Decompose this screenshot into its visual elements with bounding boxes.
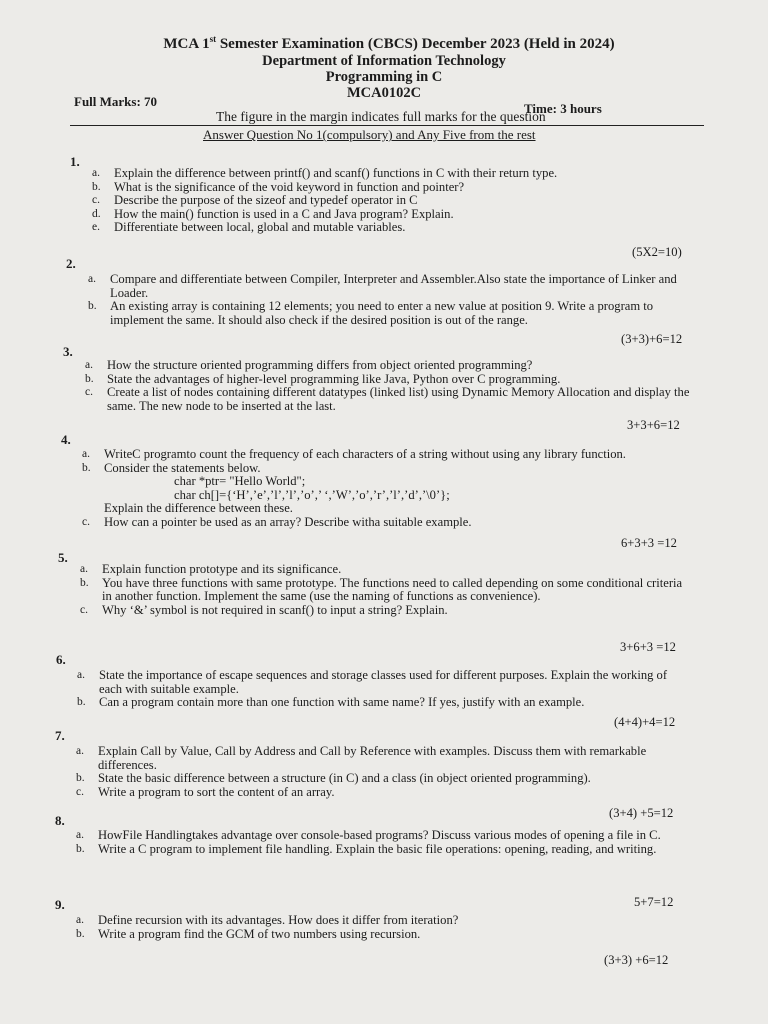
exam-header: [0, 34, 768, 101]
question-number: 5.: [58, 550, 68, 565]
sub-question-letter: a.: [76, 914, 84, 926]
question-8-parts: [76, 829, 676, 856]
sub-question-letter: a.: [80, 563, 88, 575]
sub-question-letter: a.: [82, 448, 90, 460]
sub-question: [77, 696, 671, 710]
question-number: 6.: [56, 652, 66, 667]
sub-question-text: How the main() function is used in a C and Java program? Explain.: [114, 206, 454, 221]
sub-question: [80, 577, 690, 604]
sub-question-letter: b.: [88, 300, 97, 313]
sub-question-text: An existing array is containing 12 elements; you need to enter a new value at position 9. Write a program to implement the same. It should also check if the desired position is out of the range.: [110, 299, 654, 327]
sub-question-letter: b.: [77, 696, 86, 709]
sub-question: [82, 448, 688, 462]
sub-question-text: Why ‘&’ symbol is not required in scanf() to input a string? Explain.: [102, 602, 448, 617]
sub-question: [85, 373, 690, 387]
sub-question-letter: a.: [85, 359, 93, 371]
sub-question: [80, 563, 690, 577]
question-marks: (4+4)+4=12: [614, 715, 676, 729]
sub-question: [88, 273, 684, 300]
sub-question: [82, 516, 688, 530]
sub-question-text: Write a program find the GCM of two numbers using recursion.: [98, 926, 421, 941]
sub-question-letter: b.: [76, 927, 85, 940]
sub-question-text: State the basic difference between a structure (in C) and a class (in object oriented programming).: [98, 771, 591, 786]
department: Department of Information Technology: [262, 53, 506, 69]
question-5-parts: [80, 563, 690, 617]
question-4-parts: [82, 448, 688, 530]
sub-question: [76, 914, 636, 928]
sub-question: [92, 221, 612, 235]
sub-question-letter: a.: [76, 829, 84, 841]
sub-question-letter: c.: [82, 515, 90, 528]
code-snippet: [82, 475, 688, 502]
sub-question-letter: b.: [76, 842, 85, 855]
question-number: 2.: [66, 256, 76, 271]
sub-question-letter: c.: [76, 785, 84, 798]
sub-question-text: Write a C program to implement file handling. Explain the basic file operations: opening, reading, and writing.: [98, 841, 657, 856]
exam-title-superscript: st: [209, 34, 217, 44]
sub-question-text: Consider the statements below.: [104, 460, 261, 475]
header-divider: [70, 125, 704, 126]
question-marks: 6+3+3 =12: [621, 536, 677, 550]
sub-question-text: Explain the difference between these.: [104, 501, 293, 516]
sub-question-letter: c.: [92, 194, 100, 207]
sub-question: [85, 386, 690, 413]
sub-question-letter: c.: [80, 603, 88, 616]
sub-question-letter: c.: [85, 386, 93, 399]
sub-question-letter: b.: [76, 772, 85, 785]
question-6-parts: [77, 669, 671, 710]
sub-question-text: You have three functions with same prototype. The functions need to called depending on some conditional criteria in another function. Implement the same (use the naming of functions as convenience).: [102, 575, 683, 604]
sub-question: [77, 669, 671, 696]
figure-note: The figure in the margin indicates full marks for the question: [216, 109, 546, 124]
question-2-parts: [88, 273, 684, 327]
question-marks: (3+3) +6=12: [604, 953, 669, 967]
sub-question: [92, 208, 612, 222]
sub-question: [76, 829, 676, 843]
question-7-parts: [76, 745, 676, 799]
subject: Programming in C: [325, 69, 443, 85]
sub-question-letter: b.: [92, 180, 101, 193]
sub-question: [76, 745, 676, 772]
sub-question: [92, 167, 612, 181]
sub-question-text: Write a program to sort the content of an array.: [98, 784, 335, 799]
question-marks: (5X2=10): [632, 245, 682, 259]
sub-question-letter: a.: [88, 273, 96, 285]
time-limit: Time: 3 hours: [524, 101, 602, 116]
sub-question-text: Compare and differentiate between Compiler, Interpreter and Assembler.Also state the importance of Linker and Loader.: [110, 272, 677, 300]
question-marks: (3+4) +5=12: [609, 806, 674, 820]
course-code: MCA0102C: [346, 85, 422, 101]
question-number: 1.: [70, 154, 80, 169]
question-number: 8.: [55, 813, 65, 828]
question-marks: 3+6+3 =12: [620, 640, 676, 654]
full-marks: Full Marks: 70: [74, 94, 158, 109]
sub-question-letter: d.: [92, 207, 101, 220]
sub-question-text: State the importance of escape sequences and storage classes used for different purposes. Explain the working of each with suitable example.: [99, 668, 668, 696]
code-line: char ch[]={‘H’,’e’,’l’,’l’,’o’,’ ‘,’W’,’o’,’r’,’l’,’d’,’\0’};: [174, 487, 450, 502]
sub-question: [76, 928, 636, 942]
exam-title-suffix: Semester Examination (CBCS) December 2023 (Held in 2024): [216, 36, 615, 52]
question-marks: 3+3+6=12: [627, 418, 680, 432]
sub-question: [88, 300, 684, 327]
question-number: 3.: [63, 344, 73, 359]
sub-question-text: State the advantages of higher-level programming like Java, Python over C programming.: [107, 371, 561, 386]
sub-question-text: Create a list of nodes containing different datatypes (linked list) using Dynamic Memory Allocation and display the same. The new node to be inserted at the last.: [107, 385, 690, 413]
sub-question: [82, 462, 688, 476]
sub-question-text: WriteC programto count the frequency of each characters of a string without using any library function.: [104, 447, 626, 461]
sub-question-letter: b.: [80, 576, 89, 589]
sub-question-text: How can a pointer be used as an array? Describe witha suitable example.: [104, 514, 472, 529]
sub-question-continued: [82, 502, 688, 516]
sub-question-letter: a.: [77, 669, 85, 681]
exam-title-prefix: MCA 1: [163, 36, 210, 52]
question-number: 9.: [55, 897, 65, 912]
sub-question-text: Explain function prototype and its significance.: [102, 562, 342, 576]
sub-question-text: How the structure oriented programming differs from object oriented programming?: [107, 358, 533, 372]
code-line: char *ptr= "Hello World";: [174, 474, 306, 489]
sub-question-text: HowFile Handlingtakes advantage over console-based programs? Discuss various modes of opening a file in C.: [98, 828, 661, 842]
exam-title: [10, 34, 768, 53]
sub-question: [92, 181, 612, 195]
sub-question-text: Explain Call by Value, Call by Address and Call by Reference with examples. Discuss them with remarkable differences.: [98, 744, 647, 772]
question-number: 7.: [55, 728, 65, 743]
question-marks: 5+7=12: [634, 895, 674, 909]
sub-question: [76, 786, 676, 800]
sub-question-text: Can a program contain more than one function with same name? If yes, justify with an example.: [99, 695, 585, 710]
sub-question: [76, 772, 676, 786]
sub-question-letter: a.: [76, 745, 84, 757]
sub-question-letter: b.: [82, 461, 91, 474]
sub-question-text: Define recursion with its advantages. How does it differ from iteration?: [98, 913, 459, 927]
sub-question-text: Describe the purpose of the sizeof and typedef operator in C: [114, 193, 418, 208]
sub-question: [92, 194, 612, 208]
question-1-parts: [92, 167, 612, 235]
sub-question-letter: b.: [85, 372, 94, 385]
question-marks: (3+3)+6=12: [621, 332, 683, 346]
question-3-parts: [85, 359, 690, 413]
sub-question-letter: a.: [92, 167, 100, 179]
question-number: 4.: [61, 432, 71, 447]
sub-question-text: What is the significance of the void keyword in function and pointer?: [114, 179, 465, 194]
sub-question: [80, 604, 690, 618]
question-9-parts: [76, 914, 636, 941]
sub-question: [76, 843, 676, 857]
sub-question-letter: e.: [92, 221, 100, 234]
sub-question-text: Explain the difference between printf() and scanf() functions in C with their return type.: [114, 166, 558, 180]
sub-question-text: Differentiate between local, global and mutable variables.: [114, 220, 406, 235]
sub-question: [85, 359, 690, 373]
instruction: Answer Question No 1(compulsory) and Any Five from the rest: [203, 127, 536, 142]
